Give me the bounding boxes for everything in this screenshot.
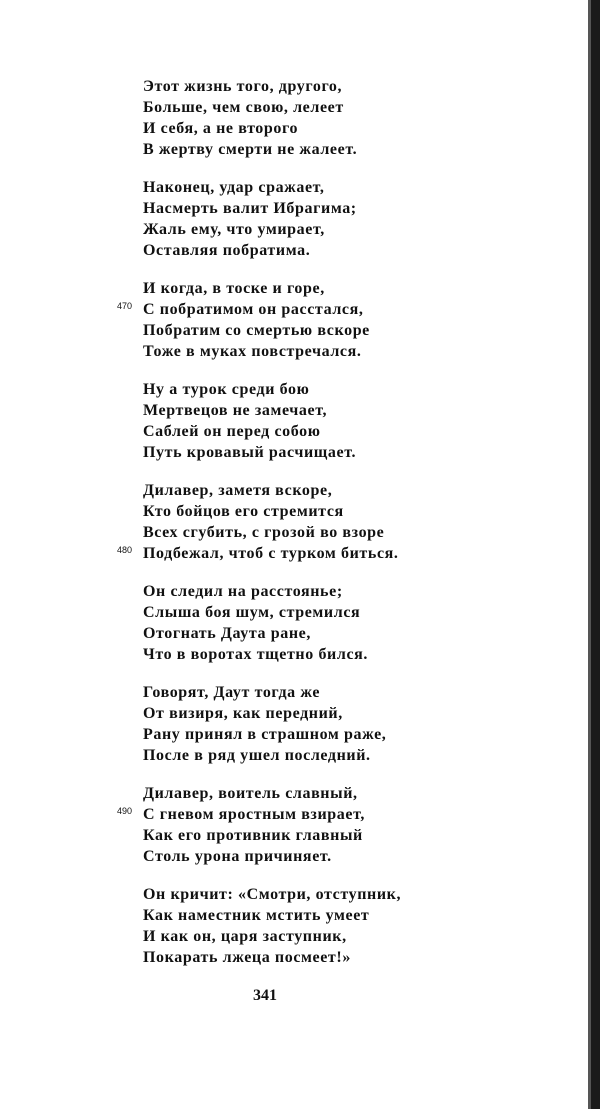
verse-text: Он следил на расстоянье; <box>143 583 343 600</box>
verse-text: Наконец, удар сражает, <box>143 179 325 196</box>
verse-text: С гневом яростным взирает, <box>143 806 365 823</box>
scan-edge-shadow <box>588 0 591 1109</box>
verse-text: Как наместник мстить умеет <box>143 907 370 924</box>
verse-line <box>143 278 401 299</box>
verse-line <box>117 299 401 320</box>
verse-line <box>143 724 401 745</box>
verse-text: С побратимом он расстался, <box>143 301 364 318</box>
verse-text: Дилавер, воитель славный, <box>143 785 358 802</box>
verse-line <box>143 442 401 463</box>
verse-text: Подбежал, чтоб с турком биться. <box>143 545 399 562</box>
verse-line <box>143 602 401 623</box>
verse-line <box>143 703 401 724</box>
verse-line <box>143 947 401 968</box>
verse-text: Как его противник главный <box>143 827 363 844</box>
verse-line <box>143 682 401 703</box>
verse-text: Насмерть валит Ибрагима; <box>143 200 357 217</box>
stanza <box>143 177 401 261</box>
verse-text: Ну а турок среди бою <box>143 381 310 398</box>
verse-line <box>143 379 401 400</box>
verse-text: От визиря, как передний, <box>143 705 343 722</box>
verse-line <box>117 804 401 825</box>
verse-line <box>143 118 401 139</box>
verse-line <box>143 341 401 362</box>
verse-text: Дилавер, заметя вскоре, <box>143 482 333 499</box>
verse-line <box>143 644 401 665</box>
verse-line <box>143 76 401 97</box>
stanza <box>117 278 401 362</box>
verse-line <box>143 219 401 240</box>
verse-line <box>143 198 401 219</box>
verse-line <box>143 581 401 602</box>
verse-line <box>143 320 401 341</box>
verse-line <box>143 884 401 905</box>
verse-line <box>143 783 401 804</box>
verse-line <box>143 623 401 644</box>
stanza <box>143 581 401 665</box>
verse-line <box>143 745 401 766</box>
verse-line <box>143 501 401 522</box>
scan-edge <box>591 0 600 1109</box>
stanza <box>117 480 401 564</box>
verse-text: И как он, царя заступник, <box>143 928 347 945</box>
verse-line <box>143 240 401 261</box>
stanza <box>143 884 401 968</box>
verse-text: Оставляя побратима. <box>143 242 311 259</box>
verse-line <box>143 926 401 947</box>
verse-text: Покарать лжеца посмеет!» <box>143 949 351 966</box>
verse-text: Этот жизнь того, другого, <box>143 78 343 95</box>
verse-text: Побратим со смертью вскоре <box>143 322 370 339</box>
verse-line <box>143 97 401 118</box>
verse-text: Мертвецов не замечает, <box>143 402 328 419</box>
verse-text: Слыша боя шум, стремился <box>143 604 361 621</box>
verse-line <box>143 522 401 543</box>
verse-line <box>143 825 401 846</box>
verse-line <box>143 905 401 926</box>
verse-text: Что в воротах тщетно бился. <box>143 646 369 663</box>
verse-text: Больше, чем свою, лелеет <box>143 99 344 116</box>
line-number: 480 <box>117 545 133 555</box>
verse-line <box>143 421 401 442</box>
verse-line <box>143 846 401 867</box>
verse-line <box>143 177 401 198</box>
verse-text: Всех сгубить, с грозой во взоре <box>143 524 385 541</box>
verse-text: Рану принял в страшном раже, <box>143 726 387 743</box>
verse-text: Тоже в муках повстречался. <box>143 343 362 360</box>
verse-text: Саблей он перед собою <box>143 423 321 440</box>
verse-text: И себя, а не второго <box>143 120 299 137</box>
verse-text: В жертву смерти не жалеет. <box>143 141 358 158</box>
verse-text: После в ряд ушел последний. <box>143 747 371 764</box>
stanza <box>117 783 401 867</box>
verse-text: Жаль ему, что умирает, <box>143 221 325 238</box>
verse-line <box>143 480 401 501</box>
stanza <box>143 682 401 766</box>
stanza <box>143 76 401 160</box>
line-number: 490 <box>117 806 133 816</box>
page-number: 341 <box>253 987 277 1004</box>
verse-text: Отогнать Даута ране, <box>143 625 311 642</box>
verse-line <box>143 139 401 160</box>
verse-line <box>117 543 401 564</box>
verse-text: Говорят, Даут тогда же <box>143 684 321 701</box>
verse-text: И когда, в тоске и горе, <box>143 280 325 297</box>
stanza <box>143 379 401 463</box>
line-number: 470 <box>117 301 133 311</box>
verse-text: Столь урона причиняет. <box>143 848 332 865</box>
poem-text <box>117 76 402 985</box>
verse-text: Кто бойцов его стремится <box>143 503 344 520</box>
verse-text: Путь кровавый расчищает. <box>143 444 357 461</box>
verse-text: Он кричит: «Смотри, отступник, <box>143 886 402 903</box>
verse-line <box>143 400 401 421</box>
